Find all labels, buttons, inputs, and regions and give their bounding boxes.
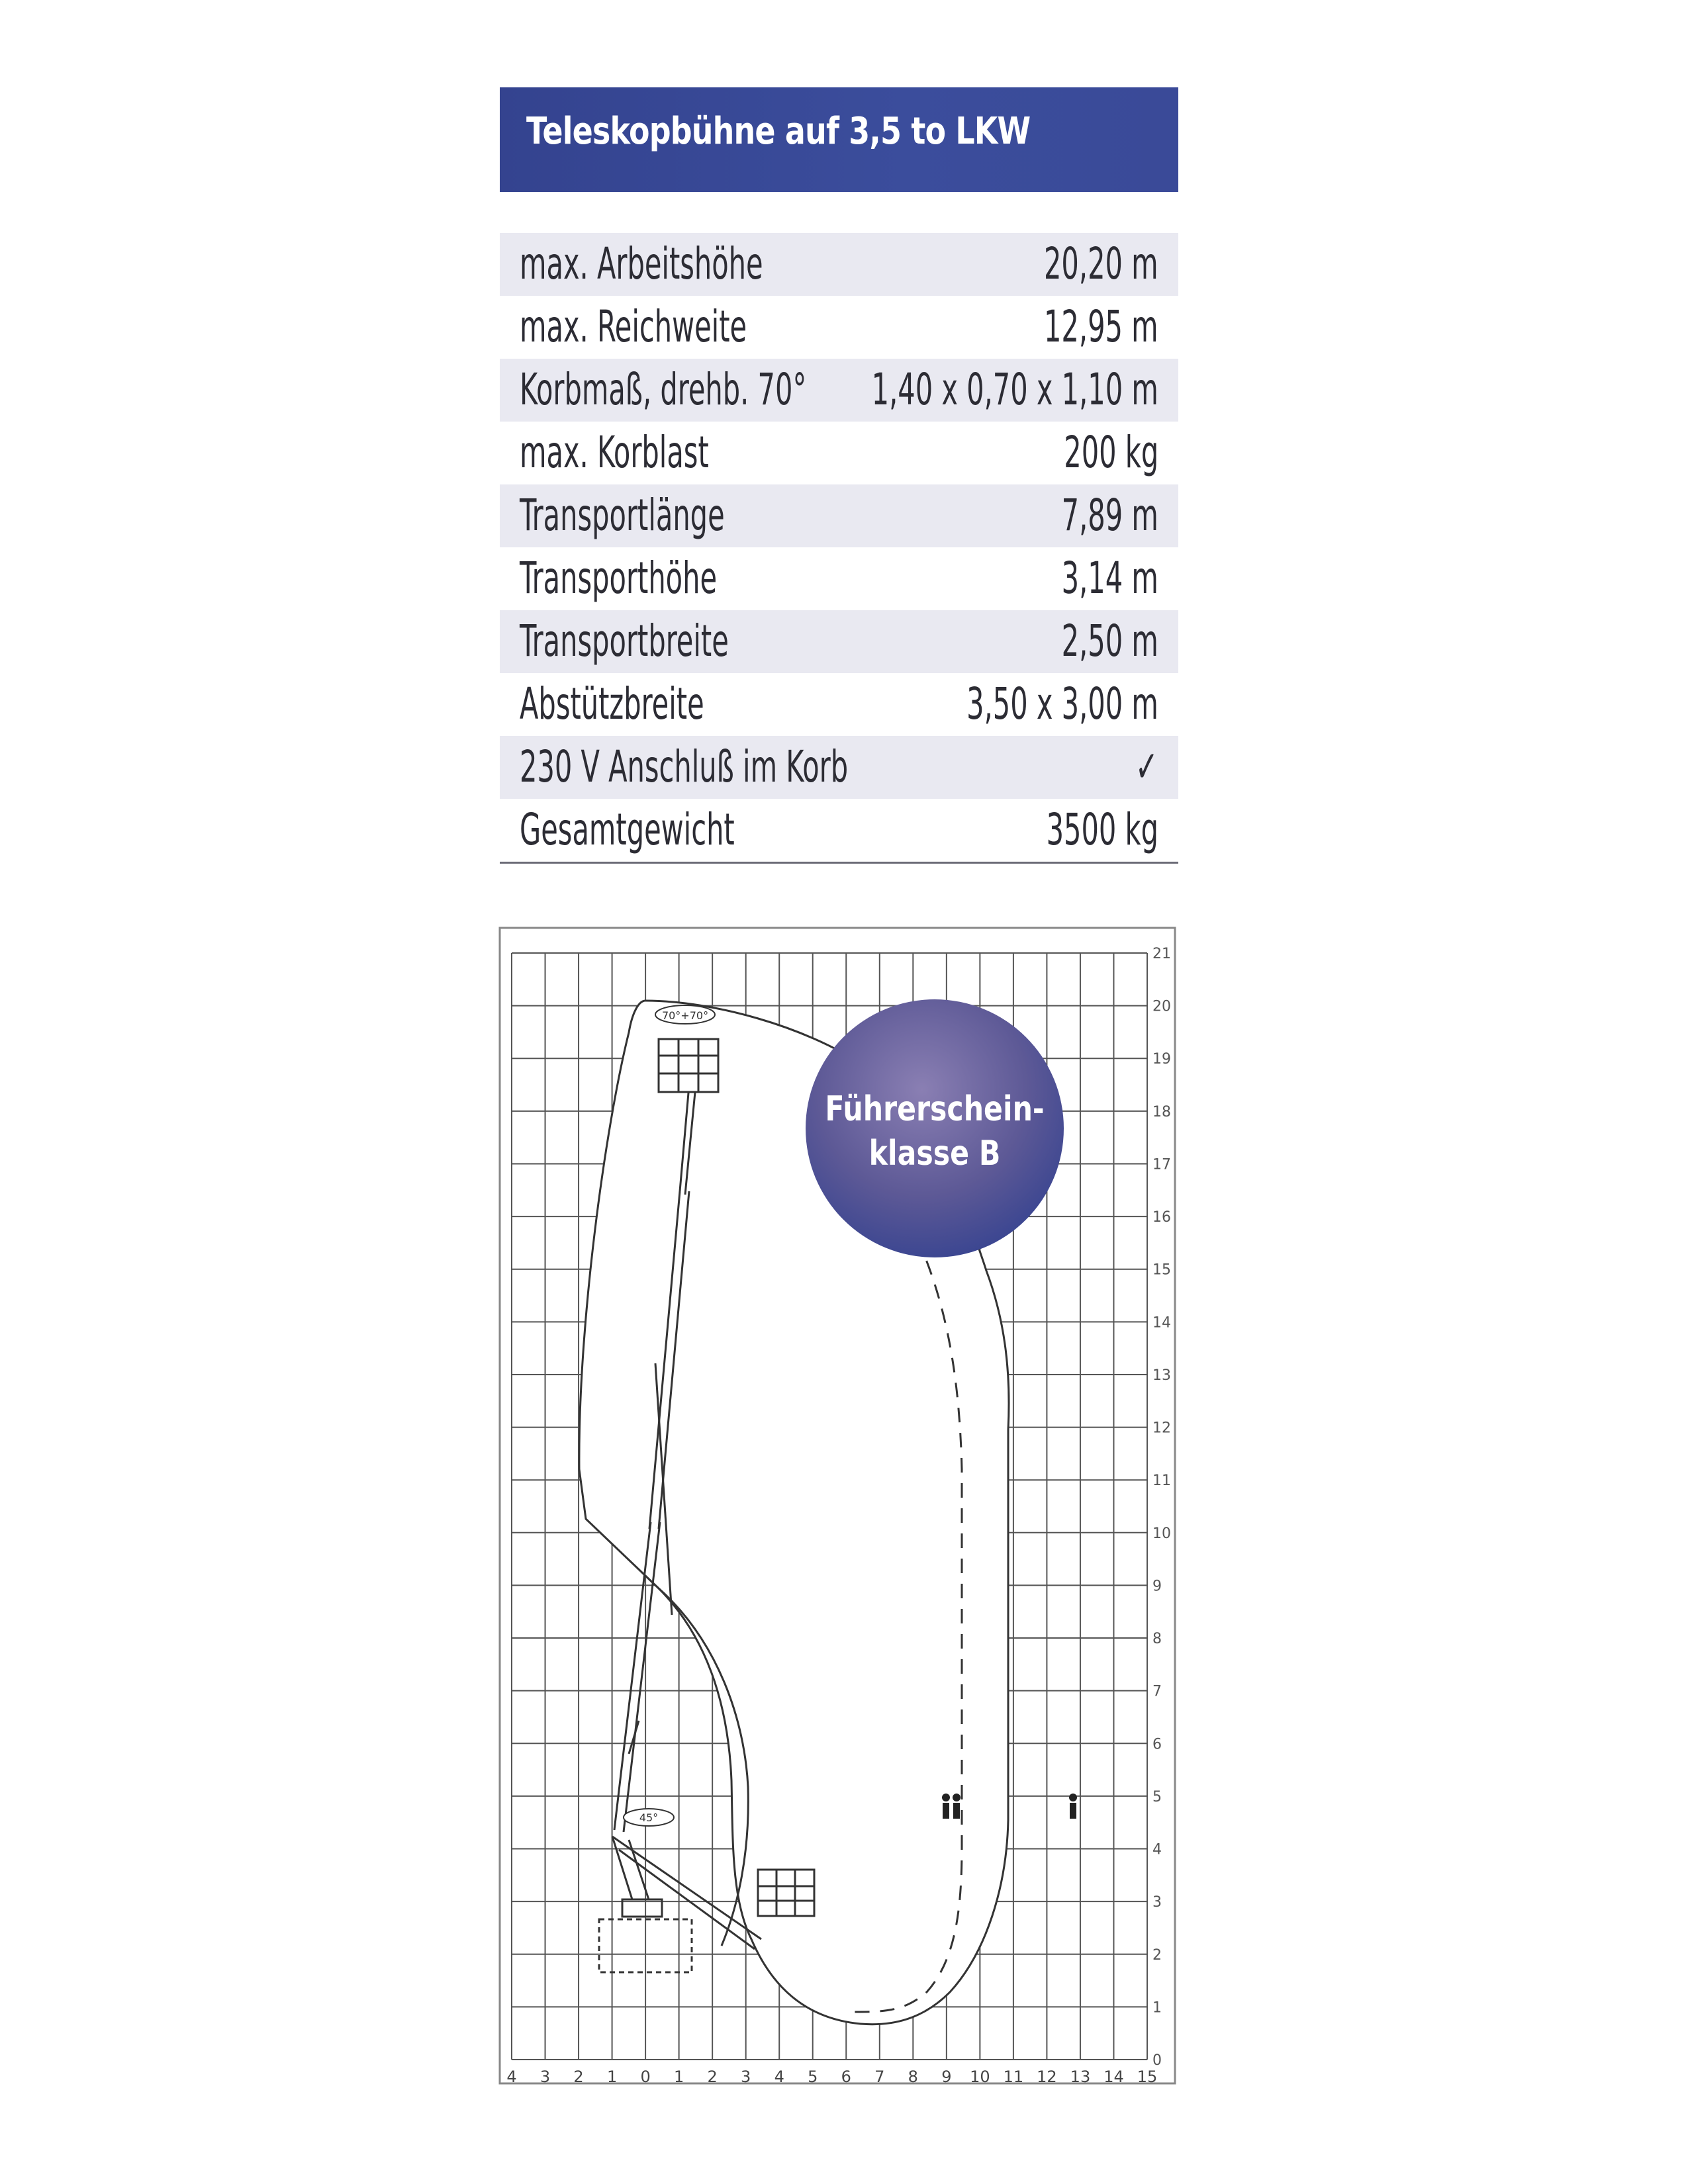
y-tick-label: 12 bbox=[1152, 1420, 1171, 1437]
y-tick-label: 2 bbox=[1152, 1946, 1162, 1964]
working-range-diagram bbox=[493, 927, 1182, 2091]
y-tick-label: 19 bbox=[1152, 1051, 1171, 1068]
y-tick-label: 1 bbox=[1152, 1999, 1162, 2017]
x-tick-label: 10 bbox=[970, 2068, 990, 2086]
spec-label: Transporthöhe bbox=[520, 553, 718, 604]
x-tick-label: 13 bbox=[1070, 2068, 1091, 2086]
y-tick-label: 13 bbox=[1152, 1367, 1171, 1384]
x-tick-label: 1 bbox=[673, 2068, 684, 2086]
x-tick-label: 1 bbox=[606, 2068, 618, 2086]
spec-label: Transportlänge bbox=[520, 490, 725, 541]
spec-row-basket-size bbox=[500, 359, 1178, 422]
spec-label: Korbmaß, drehb. 70° bbox=[520, 364, 807, 415]
spec-row-outrigger-width bbox=[500, 673, 1178, 736]
spec-value: 1,40 x 0,70 x 1,10 m bbox=[871, 364, 1158, 415]
x-tick-label: 5 bbox=[808, 2068, 818, 2086]
y-tick-label: 17 bbox=[1152, 1156, 1171, 1173]
y-tick-label: 20 bbox=[1152, 998, 1171, 1015]
x-tick-label: 0 bbox=[640, 2068, 651, 2086]
upper-basket bbox=[659, 1039, 718, 1092]
x-tick-label: 6 bbox=[841, 2068, 851, 2086]
spec-label: Abstützbreite bbox=[520, 678, 704, 729]
y-tick-label: 7 bbox=[1152, 1683, 1162, 1700]
spec-row-basket-load bbox=[500, 422, 1178, 484]
y-tick-label: 10 bbox=[1152, 1525, 1171, 1542]
y-tick-label: 18 bbox=[1152, 1103, 1171, 1120]
x-tick-label: 7 bbox=[874, 2068, 885, 2086]
y-tick-label: 3 bbox=[1152, 1894, 1162, 1911]
badge-line-2: klasse B bbox=[868, 1133, 1001, 1174]
x-tick-label: 12 bbox=[1037, 2068, 1057, 2086]
spec-row-transport-width bbox=[500, 610, 1178, 673]
x-tick-label: 8 bbox=[908, 2068, 918, 2086]
y-tick-label: 16 bbox=[1152, 1209, 1171, 1226]
spec-label: max. Arbeitshöhe bbox=[520, 238, 763, 289]
spec-value: 3,14 m bbox=[1061, 553, 1158, 604]
x-tick-label: 3 bbox=[539, 2068, 551, 2086]
x-tick-label: 9 bbox=[941, 2068, 952, 2086]
spec-label: max. Korblast bbox=[520, 427, 709, 478]
spec-value: 20,20 m bbox=[1044, 238, 1158, 289]
checkmark-icon: ✓ bbox=[1135, 741, 1158, 792]
spec-row-working-height bbox=[500, 233, 1178, 296]
x-tick-label: 15 bbox=[1137, 2068, 1158, 2086]
y-tick-label: 6 bbox=[1152, 1736, 1162, 1753]
license-badge bbox=[806, 999, 1064, 1257]
y-tick-label: 15 bbox=[1152, 1261, 1171, 1279]
x-tick-label: 4 bbox=[774, 2068, 784, 2086]
spec-label: Transportbreite bbox=[520, 615, 729, 666]
spec-row-reach bbox=[500, 296, 1178, 359]
x-tick-label: 3 bbox=[741, 2068, 751, 2086]
spec-row-power-connection bbox=[500, 736, 1178, 799]
y-tick-label: 11 bbox=[1152, 1473, 1171, 1490]
basket-rotation-label: 70°+70° bbox=[661, 1009, 709, 1022]
y-tick-label: 5 bbox=[1152, 1788, 1162, 1805]
spec-value: 200 kg bbox=[1064, 427, 1158, 478]
lower-basket bbox=[758, 1870, 814, 1916]
spec-value: 7,89 m bbox=[1061, 490, 1158, 541]
spec-row-transport-height bbox=[500, 547, 1178, 610]
title-banner bbox=[500, 87, 1178, 192]
jib-angle-label: 45° bbox=[639, 1811, 659, 1824]
y-tick-label: 8 bbox=[1152, 1631, 1162, 1648]
x-tick-label: 2 bbox=[573, 2068, 584, 2086]
spec-row-total-weight bbox=[500, 799, 1178, 862]
y-tick-label: 4 bbox=[1152, 1841, 1162, 1858]
y-tick-label: 21 bbox=[1152, 946, 1171, 962]
y-tick-label: 9 bbox=[1152, 1578, 1162, 1595]
page-title: Teleskopbühne auf 3,5 to LKW bbox=[526, 110, 1031, 153]
y-tick-label: 14 bbox=[1152, 1314, 1171, 1332]
spec-row-transport-length bbox=[500, 484, 1178, 547]
x-tick-label: 11 bbox=[1003, 2068, 1024, 2086]
spec-table bbox=[500, 233, 1178, 864]
spec-value: 2,50 m bbox=[1061, 615, 1158, 666]
spec-value: 12,95 m bbox=[1044, 301, 1158, 352]
spec-label: max. Reichweite bbox=[520, 301, 747, 352]
spec-label: Gesamtgewicht bbox=[520, 804, 735, 855]
x-tick-label: 4 bbox=[506, 2068, 517, 2086]
badge-line-1: Führerschein- bbox=[825, 1089, 1045, 1130]
spec-value: 3500 kg bbox=[1046, 804, 1158, 855]
x-tick-label: 2 bbox=[707, 2068, 718, 2086]
x-tick-label: 14 bbox=[1103, 2068, 1124, 2086]
y-tick-label: 0 bbox=[1152, 2052, 1162, 2069]
spec-label: 230 V Anschluß im Korb bbox=[520, 741, 849, 792]
spec-value: 3,50 x 3,00 m bbox=[966, 678, 1158, 729]
